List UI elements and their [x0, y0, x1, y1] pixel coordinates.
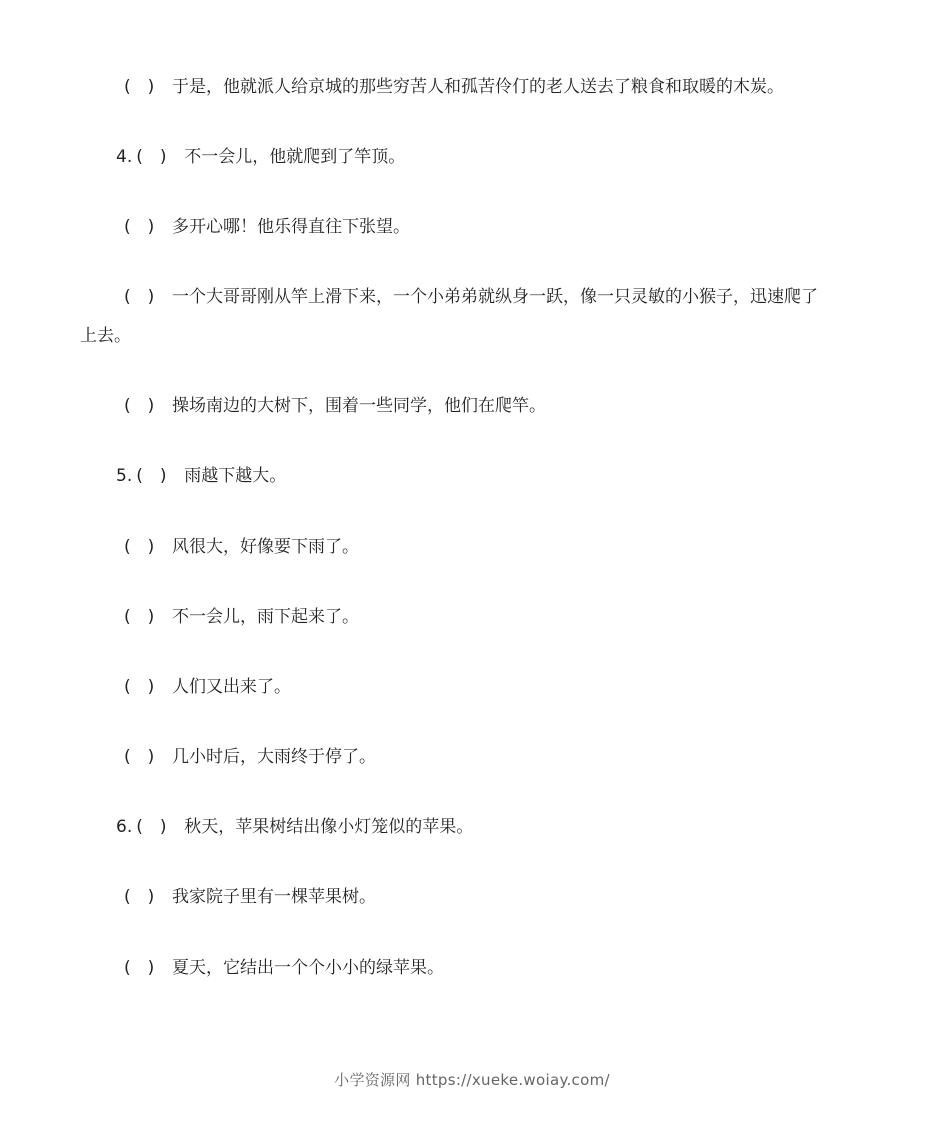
sentence-continuation: 上去。	[80, 326, 131, 346]
answer-blank[interactable]: ( )	[124, 287, 155, 307]
sentence-text: 操场南边的大树下，围着一些同学，他们在爬竿。	[172, 396, 546, 416]
sentence-item	[124, 606, 359, 628]
answer-blank[interactable]: ( )	[124, 747, 155, 767]
answer-blank[interactable]: ( )	[124, 607, 155, 627]
sentence-text: 于是，他就派人给京城的那些穷苦人和孤苦伶仃的老人送去了粮食和取暖的木炭。	[172, 77, 784, 97]
sentence-text: 秋天，苹果树结出像小灯笼似的苹果。	[184, 817, 474, 837]
answer-blank[interactable]: ( )	[136, 466, 167, 486]
sentence-item	[124, 886, 376, 908]
sentence-text: 不一会儿，他就爬到了竿顶。	[184, 147, 406, 167]
sentence-item	[124, 76, 784, 98]
answer-blank[interactable]: ( )	[124, 77, 155, 97]
question-4-item	[116, 146, 405, 168]
answer-blank[interactable]: ( )	[124, 677, 155, 697]
answer-blank[interactable]: ( )	[124, 958, 155, 978]
question-number: 5.	[116, 466, 133, 486]
sentence-item	[124, 216, 410, 238]
sentence-text: 夏天，它结出一个个小小的绿苹果。	[172, 958, 444, 978]
question-number: 6.	[116, 817, 133, 837]
answer-blank[interactable]: ( )	[136, 817, 167, 837]
answer-blank[interactable]: ( )	[124, 396, 155, 416]
sentence-text: 风很大，好像要下雨了。	[172, 537, 359, 557]
sentence-text: 几小时后，大雨终于停了。	[172, 747, 376, 767]
sentence-text: 人们又出来了。	[172, 677, 291, 697]
answer-blank[interactable]: ( )	[136, 147, 167, 167]
answer-blank[interactable]: ( )	[124, 887, 155, 907]
sentence-text: 雨越下越大。	[184, 466, 287, 486]
sentence-text: 我家院子里有一棵苹果树。	[172, 887, 376, 907]
footer-watermark: 小学资源网 https://xueke.woiay.com/	[334, 1071, 610, 1089]
answer-blank[interactable]: ( )	[124, 537, 155, 557]
sentence-text: 多开心哪！他乐得直往下张望。	[172, 217, 410, 237]
sentence-item	[124, 676, 291, 698]
sentence-item	[124, 746, 376, 768]
sentence-item	[124, 957, 444, 979]
sentence-item	[124, 395, 546, 417]
sentence-text: 不一会儿，雨下起来了。	[172, 607, 359, 627]
sentence-text: 一个大哥哥刚从竿上滑下来，一个小弟弟就纵身一跃，像一只灵敏的小猴子，迅速爬了	[172, 287, 818, 307]
answer-blank[interactable]: ( )	[124, 217, 155, 237]
sentence-item	[124, 536, 359, 558]
sentence-item	[124, 286, 818, 308]
question-6-item	[116, 816, 473, 838]
question-5-item	[116, 465, 286, 487]
question-number: 4.	[116, 147, 133, 167]
